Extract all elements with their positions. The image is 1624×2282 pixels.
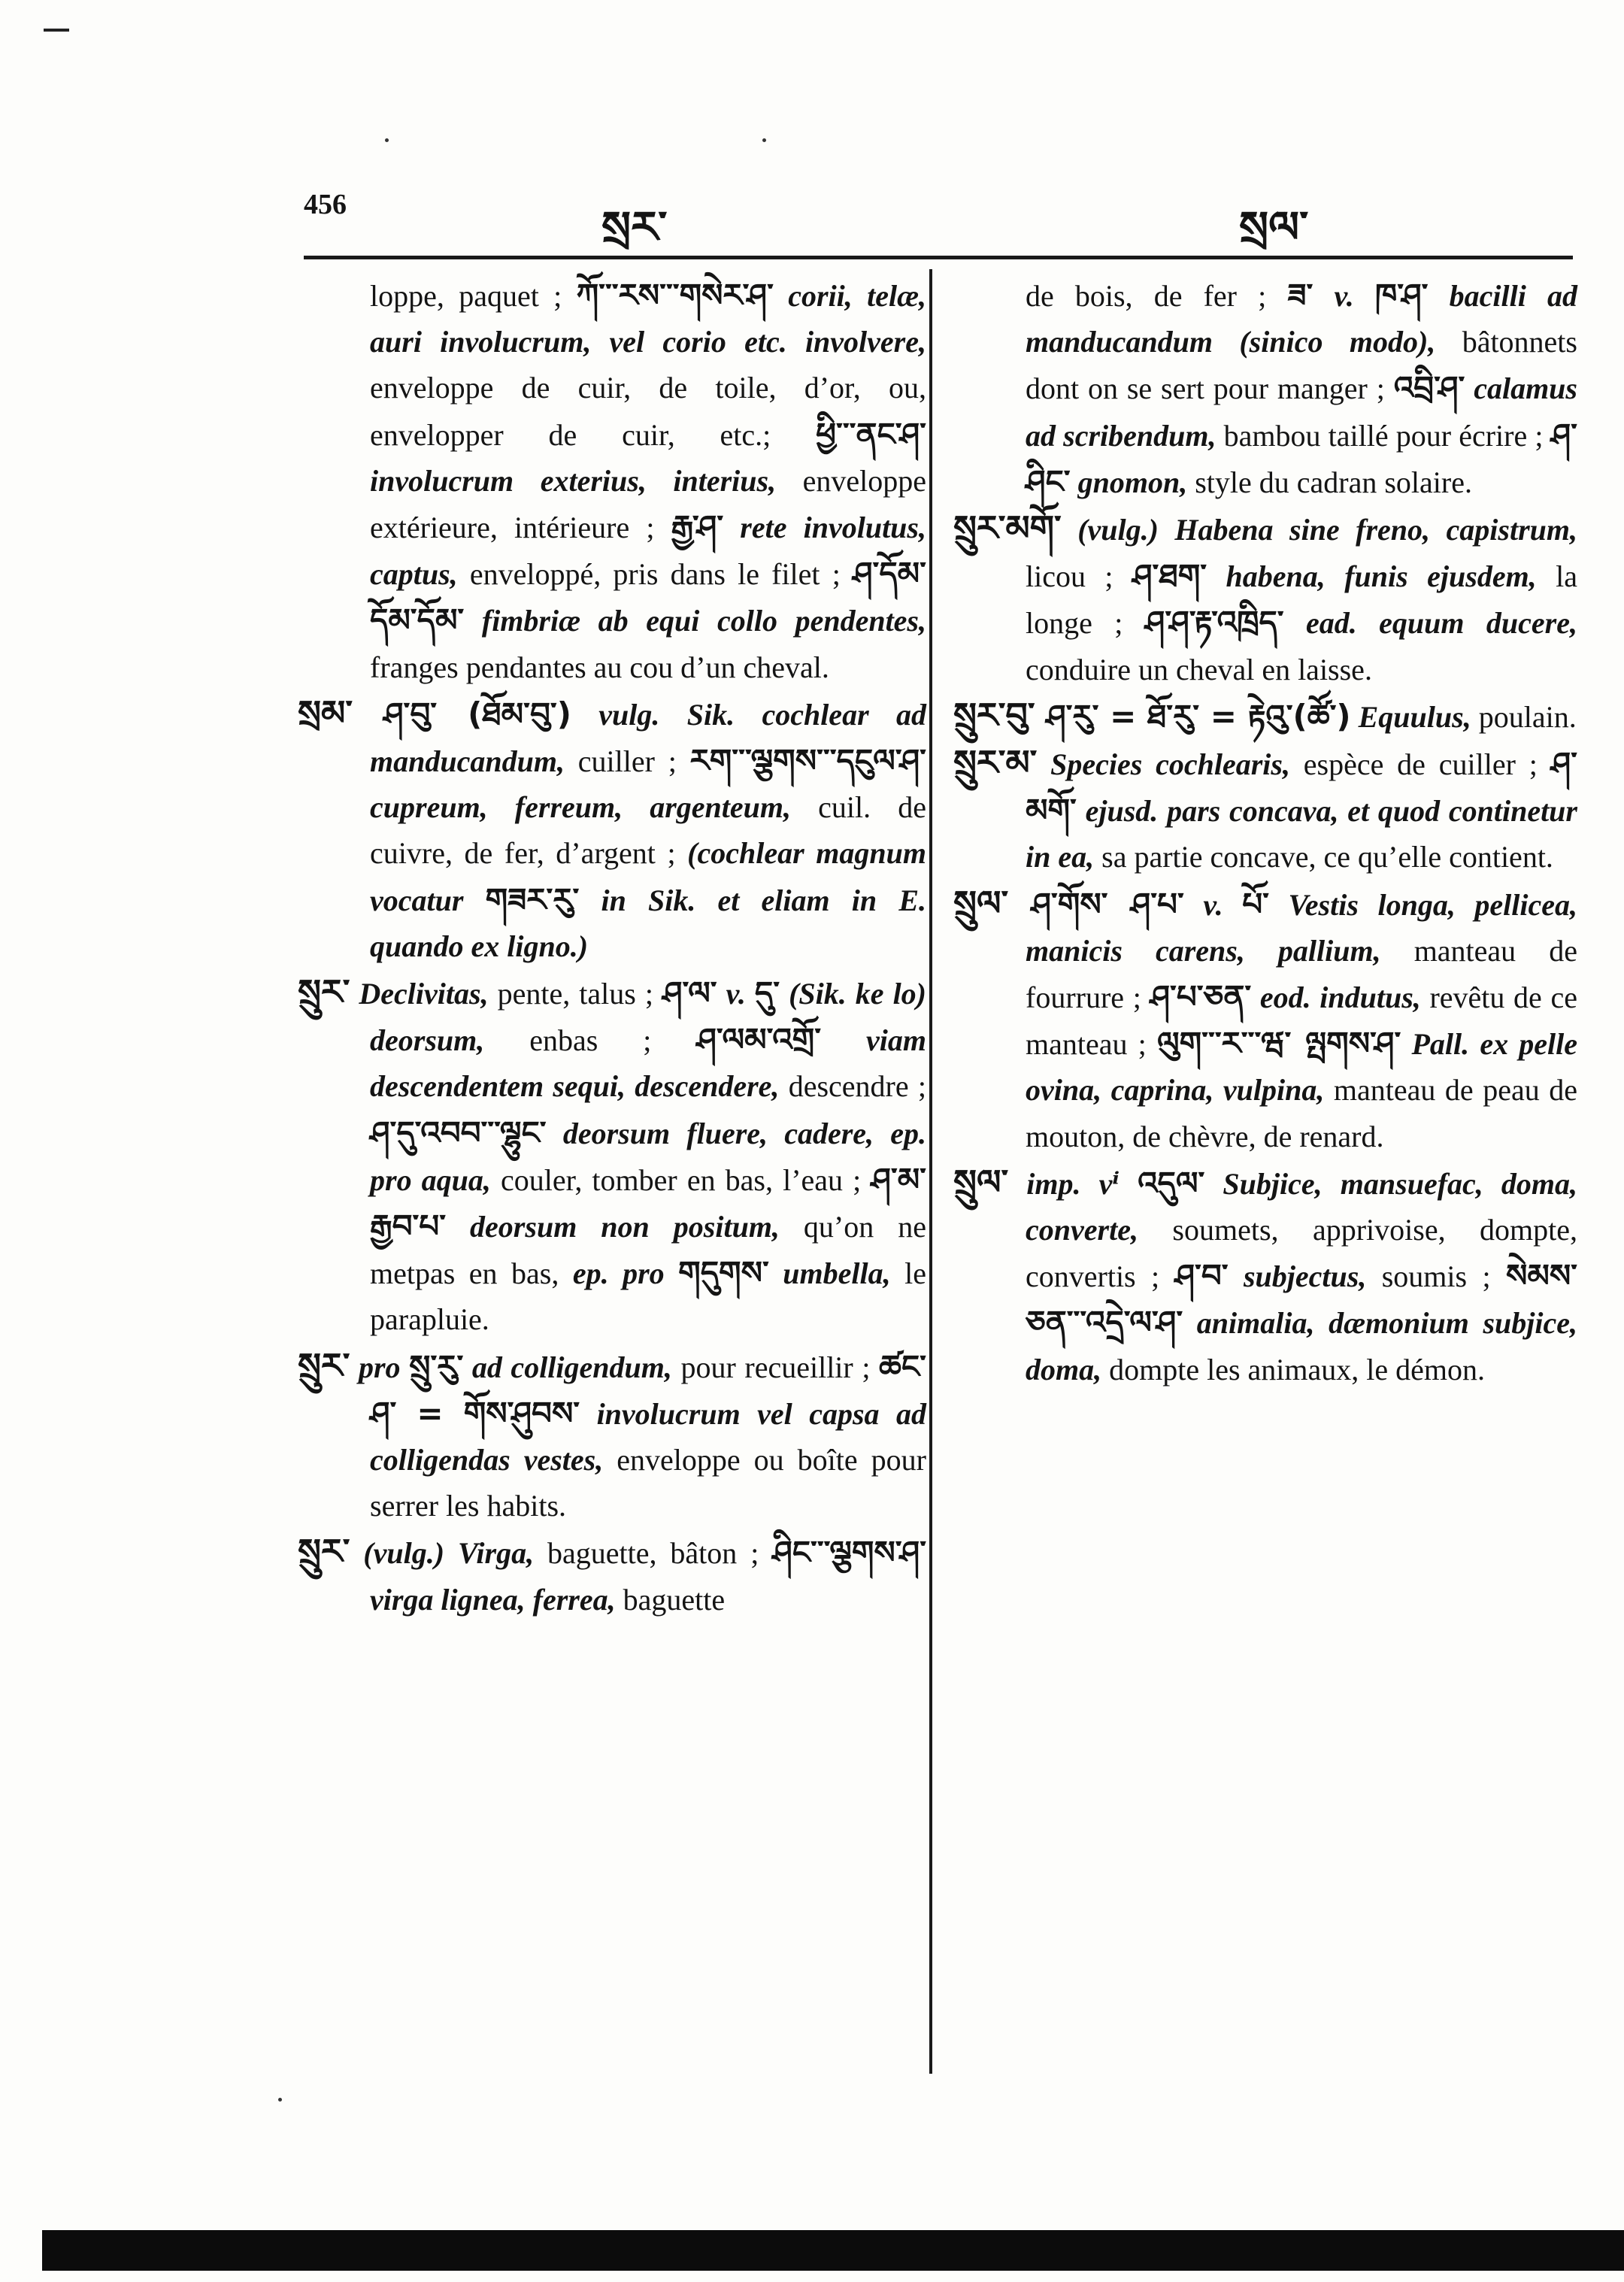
running-headword-right: སྲལ་: [1239, 203, 1309, 252]
latin-gloss: gnomon,: [1070, 465, 1188, 499]
latin-gloss: rete involutus, captus,: [370, 511, 926, 592]
tibetan-text: ཤ་ཤ་རྟ་འཁྲིད་: [1144, 604, 1284, 641]
latin-gloss: ep. pro: [572, 1256, 679, 1291]
latin-gloss: (vulg.) Virga,: [350, 1536, 535, 1571]
tibetan-text: ཤ་པ་ཅན་: [1150, 978, 1252, 1016]
latin-gloss: v.: [1183, 887, 1243, 922]
latin-gloss: (cochlear magnum vocatur: [370, 836, 927, 917]
running-headword-left: སྲར་: [601, 203, 668, 252]
tibetan-text: སེམས་ཅན་་་འདྲེ་ལ་ཤ་: [1026, 1257, 1577, 1341]
french-gloss: cuiller ;: [564, 744, 690, 779]
tibetan-text: རྒྱ་ཤ་: [671, 508, 724, 546]
latin-gloss: subjectus,: [1228, 1259, 1367, 1294]
latin-gloss: habena, funis ejusdem,: [1207, 559, 1537, 594]
french-gloss: bambou taillé pour écrire ;: [1216, 418, 1551, 453]
latin-gloss: ead. equum ducere,: [1283, 606, 1578, 641]
entry-headword: སྲམ་: [298, 692, 353, 733]
dictionary-entry: [953, 692, 1577, 740]
dictionary-entry: [953, 1159, 1577, 1393]
latin-gloss: animalia, dæmonium subjice, doma,: [1026, 1306, 1577, 1386]
entry-headword: སྲུལ་: [953, 882, 1009, 923]
dictionary-entry: [953, 740, 1577, 880]
french-gloss: le parapluie.: [370, 1256, 927, 1337]
latin-gloss: Equulus,: [1350, 699, 1471, 734]
french-gloss: enveloppé, pris dans le filet ;: [457, 557, 853, 592]
french-gloss: enveloppe extérieure, intérieure ;: [370, 463, 926, 545]
entry-continuation: [298, 272, 926, 690]
tibetan-text: ཤ་དུ་འབབ་་་ལྷུང་: [370, 1114, 547, 1151]
french-gloss: qu’on ne metpas en bas,: [370, 1210, 926, 1291]
tibetan-text: ཤ་མ་རྒྱབ་པ་: [370, 1160, 926, 1245]
latin-gloss: ad colligendum,: [463, 1350, 672, 1384]
left-column: [298, 272, 926, 1623]
tibetan-text: ལུག་་་ར་་་ཝ་ ལྤགས་ཤ་: [1156, 1025, 1401, 1062]
dictionary-entry: [298, 1529, 926, 1622]
french-gloss: licou ;: [1026, 559, 1132, 594]
tibetan-text: གདུགས་: [678, 1254, 769, 1292]
french-gloss: revêtu de ce manteau ;: [1026, 980, 1577, 1062]
dictionary-entry: [953, 505, 1577, 692]
latin-gloss: pro: [350, 1350, 410, 1384]
scan-speck: [762, 138, 766, 142]
french-gloss: manteau de peau de mouton, de chèvre, de renard.: [1026, 1073, 1577, 1153]
latin-gloss: (vulg.) Habena sine freno, capistrum,: [1061, 513, 1577, 547]
latin-gloss: corii, telæ, auri involucrum, vel corio etc. involvere,: [370, 279, 926, 359]
french-gloss: pour recueillir ;: [671, 1350, 880, 1384]
tibetan-text: གཟར་རུ་: [485, 880, 580, 918]
french-gloss: couler, tomber en bas, l’eau ;: [490, 1162, 871, 1197]
tibetan-text: ཤ་ལ་: [662, 974, 717, 1012]
french-gloss: sa partie concave, ce qu’elle contient.: [1094, 840, 1553, 874]
column-divider: [929, 269, 932, 2074]
latin-gloss: deorsum fluere, cadere, ep. pro aqua,: [370, 1116, 926, 1197]
scan-bottom-bar: [42, 2230, 1624, 2271]
latin-gloss: Declivitas,: [350, 977, 489, 1011]
latin-gloss: cupreum, ferreum, argenteum,: [370, 790, 792, 825]
dictionary-entry: [953, 880, 1577, 1159]
tibetan-text: ཤ་བུ་ (ཐོམ་བུ་): [353, 695, 571, 732]
latin-gloss: v.: [1313, 279, 1375, 313]
entry-headword: སྲུལ་: [953, 1161, 1009, 1202]
latin-gloss: deorsum non positum,: [446, 1210, 780, 1244]
tibetan-text: པོ་: [1242, 885, 1269, 923]
scan-speck: [385, 138, 389, 142]
tibetan-text: ཟ་: [1287, 277, 1313, 314]
tibetan-text: ཤིང་་་ལྕགས་ཤ་: [772, 1534, 927, 1571]
french-gloss: enbas ;: [484, 1023, 697, 1058]
tibetan-text: རག་་་ལྕགས་་་དངུལ་ཤ་: [689, 742, 926, 780]
french-gloss: baguette: [615, 1582, 726, 1617]
latin-gloss: ejusd. pars concava, et quod continetur in ea,: [1026, 794, 1577, 874]
latin-gloss: bacilli ad manducandum (sinico modo),: [1026, 279, 1577, 359]
latin-gloss: calamus ad scribendum,: [1026, 371, 1577, 453]
latin-gloss: virga lignea, ferrea,: [370, 1582, 616, 1617]
latin-gloss: eod. indutus,: [1251, 980, 1421, 1015]
french-gloss: style du cadran solaire.: [1187, 465, 1472, 499]
tibetan-text: ཤ་རུ་ = ཐོ་རུ་ = རྟེའུ་(ཚོ་): [1035, 697, 1351, 735]
french-gloss: loppe, paquet ;: [370, 279, 577, 313]
latin-gloss: Vestis longa, pellicea, manicis carens, pallium,: [1026, 887, 1578, 968]
latin-gloss: vulg. Sik. cochlear ad manducandum,: [370, 697, 926, 779]
scan-speck: [278, 2098, 282, 2102]
french-gloss: soumets, apprivoise, dompte, convertis ;: [1026, 1213, 1577, 1294]
french-gloss: manteau de fourrure ;: [1026, 933, 1577, 1015]
tibetan-text: ཤ་དོམ་ དོམ་དོམ་: [370, 555, 926, 639]
tibetan-text: སྲུ་རུ་: [409, 1347, 464, 1385]
latin-gloss: involucrum exterius, interius,: [370, 463, 777, 498]
entry-headword: སྲུར་མགོ་: [953, 508, 1062, 549]
entry-headword: སྲུར་: [298, 1531, 350, 1572]
latin-gloss: Subjice, mansuefac, doma, converte,: [1026, 1166, 1577, 1247]
french-gloss: cuil. de cuivre, de fer, d’argent ;: [370, 790, 926, 871]
french-gloss: enveloppe de cuir, de toile, d’or, ou, envelopper de cuir, etc.;: [370, 371, 926, 452]
latin-gloss: Pall. ex pelle ovina, caprina, vulpina,: [1026, 1027, 1577, 1108]
latin-gloss: involucrum vel capsa ad colligendas vestes,: [370, 1396, 926, 1477]
tibetan-text: འདུལ་: [1138, 1164, 1205, 1202]
tibetan-text: ཤ་ཤིང་: [1026, 416, 1577, 500]
latin-gloss: viam descendentem sequi, descendere,: [370, 1023, 927, 1104]
dictionary-entry: [298, 690, 926, 969]
french-gloss: conduire un cheval en laisse.: [1026, 652, 1372, 686]
french-gloss: la longe ;: [1026, 559, 1577, 641]
tibetan-text: ཁ་ཤ་: [1374, 277, 1429, 314]
tibetan-text: ཤ་ལམ་འགྲོ་: [696, 1021, 822, 1059]
tibetan-text: ཀོ་་་རས་་་གསེར་ཤ་: [576, 277, 774, 314]
french-gloss: de bois, de fer ;: [1026, 279, 1288, 313]
tibetan-text: དུ་: [754, 974, 780, 1012]
latin-gloss: Species cochlearis,: [1037, 747, 1290, 782]
french-gloss: enveloppe ou boîte pour serrer les habits.: [370, 1443, 926, 1523]
entry-headword: སྲུར་: [298, 971, 350, 1013]
latin-gloss: fimbriæ ab equi collo pendentes,: [464, 604, 926, 638]
french-gloss: dompte les animaux, le démon.: [1101, 1352, 1486, 1386]
latin-gloss: v.: [717, 977, 755, 1011]
entry-headword: སྲུར་: [298, 1344, 350, 1386]
tibetan-text: ཤ་མགོ་: [1026, 745, 1577, 829]
right-column: [953, 272, 1577, 1393]
tibetan-text: ཕྱི་་་ནང་ཤ་: [816, 415, 926, 453]
entry-headword: སྲུར་བུ་: [953, 694, 1035, 735]
tibetan-text: ཤ་བ་: [1174, 1257, 1229, 1295]
corner-mark: [44, 29, 69, 32]
french-gloss: bâtonnets dont on se sert pour manger ;: [1026, 325, 1577, 406]
tibetan-text: ཤ་ཐག་: [1132, 557, 1207, 595]
entry-headword: སྲུར་མ་: [953, 742, 1038, 783]
french-gloss: descendre ;: [779, 1069, 926, 1104]
latin-gloss: imp. vⁱ: [1008, 1166, 1138, 1201]
tibetan-text: ཚང་ཤ་ = གོས་ཤུབས་: [370, 1347, 926, 1432]
tibetan-text: འབྲི་ཤ་: [1393, 369, 1465, 407]
latin-gloss: in Sik. et eliam in E. quando ex ligno.): [370, 883, 927, 963]
french-gloss: soumis ;: [1366, 1259, 1506, 1294]
french-gloss: espèce de cuiller ;: [1290, 747, 1551, 782]
french-gloss: pente, talus ;: [488, 977, 662, 1011]
french-gloss: baguette, bâton ;: [534, 1536, 773, 1571]
entry-continuation: [953, 272, 1577, 505]
page-number: 456: [304, 189, 347, 220]
latin-gloss: umbella,: [768, 1256, 891, 1291]
tibetan-text: ཤ་གོས་ ཤ་པ་: [1008, 885, 1184, 923]
latin-gloss: (Sik. ke lo) deorsum,: [370, 977, 927, 1058]
french-gloss: poulain.: [1471, 699, 1577, 734]
dictionary-entry: [298, 1343, 926, 1529]
french-gloss: franges pendantes au cou d’un cheval.: [370, 650, 829, 684]
dictionary-entry: [298, 969, 926, 1343]
header-rule: [304, 256, 1573, 259]
